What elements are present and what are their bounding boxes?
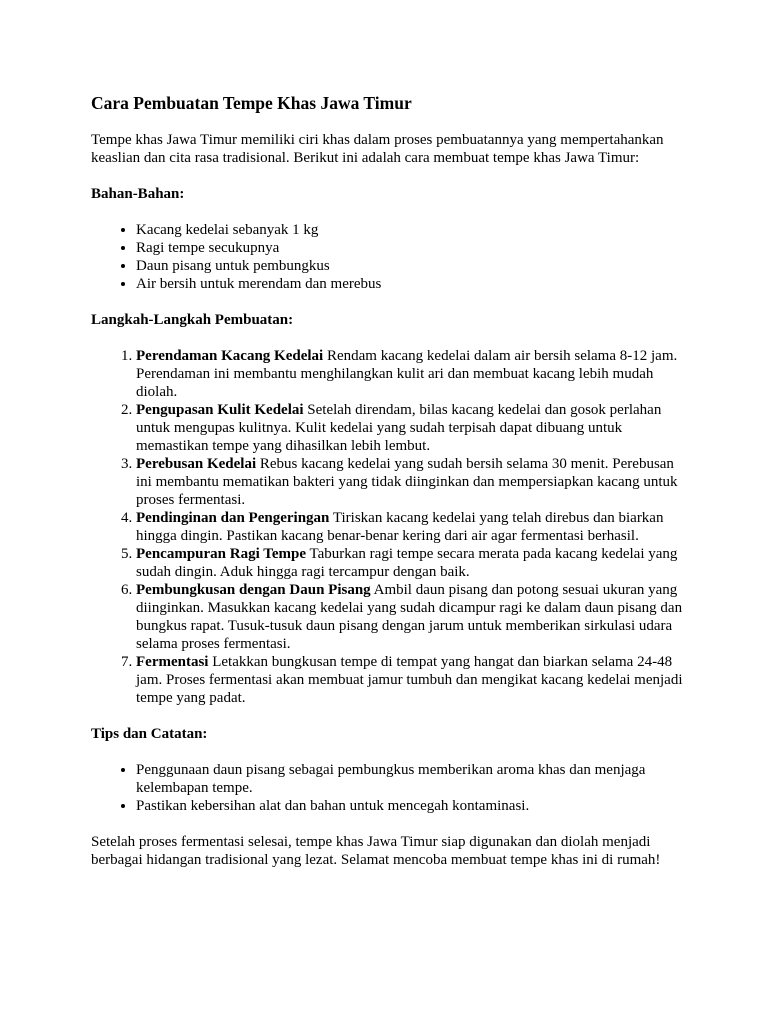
- step-item: [136, 347, 683, 401]
- step-title: Perebusan Kedelai: [136, 456, 257, 472]
- step-text: Setelah direndam, bilas kacang kedelai dan gosok perlahan untuk mengupas kulitnya. Kulit kedelai yang sudah terpisah dapat dibuang untuk memastikan tempe yang dihasilkan lebih lembut.: [136, 402, 662, 454]
- steps-heading: Langkah-Langkah Pembuatan:: [91, 312, 294, 328]
- step-text: Letakkan bungkusan tempe di tempat yang hangat dan biarkan selama 24-48 jam. Proses fermentasi akan membuat jamur tumbuh dan mengikat kacang kedelai menjadi tempe yang padat.: [136, 654, 683, 706]
- step-title: Pengupasan Kulit Kedelai: [136, 402, 304, 418]
- step-title: Pendinginan dan Pengeringan: [136, 510, 330, 526]
- list-item: • Air bersih untuk merendam dan merebus: [136, 275, 683, 293]
- step-item: [136, 455, 683, 509]
- step-item: [136, 581, 683, 653]
- tips-heading: Tips dan Catatan:: [91, 726, 208, 742]
- intro-paragraph: Tempe khas Jawa Timur memiliki ciri khas dalam proses pembuatannya yang mempertahankan keaslian dan cita rasa tradisional. Berikut ini adalah cara membuat tempe khas Jawa Timur:: [91, 132, 664, 166]
- list-item: • Daun pisang untuk pembungkus: [136, 257, 683, 275]
- closing-paragraph: Setelah proses fermentasi selesai, tempe khas Jawa Timur siap digunakan dan diolah menjadi berbagai hidangan tradisional yang lezat. Selamat mencoba membuat tempe khas ini di rumah!: [91, 834, 661, 868]
- list-item: • Pastikan kebersihan alat dan bahan untuk mencegah kontaminasi.: [136, 797, 683, 815]
- ingredients-heading: Bahan-Bahan:: [91, 186, 185, 202]
- step-text: Tiriskan kacang kedelai yang telah direbus dan biarkan hingga dingin. Pastikan kacang benar-benar kering dari air agar fermentasi berhasil.: [136, 510, 664, 544]
- list-item: • Kacang kedelai sebanyak 1 kg: [136, 221, 683, 239]
- list-item: • Ragi tempe secukupnya: [136, 239, 683, 257]
- document-title: Cara Pembuatan Tempe Khas Jawa Timur: [91, 93, 412, 113]
- document-page: [91, 92, 683, 887]
- step-title: Pembungkusan dengan Daun Pisang: [136, 582, 371, 598]
- steps-list: [91, 347, 683, 707]
- step-item: [136, 401, 683, 455]
- step-item: [136, 509, 683, 545]
- step-text: Taburkan ragi tempe secara merata pada kacang kedelai yang sudah dingin. Aduk hingga ragi tercampur dengan baik.: [136, 546, 678, 580]
- step-text: Rendam kacang kedelai dalam air bersih selama 8-12 jam. Perendaman ini membantu menghilangkan kulit ari dan membuat kacang lebih mudah diolah.: [136, 348, 678, 400]
- step-title: Pencampuran Ragi Tempe: [136, 546, 307, 562]
- step-title: Perendaman Kacang Kedelai: [136, 348, 324, 364]
- step-title: Fermentasi: [136, 654, 209, 670]
- step-text: Ambil daun pisang dan potong sesuai ukuran yang diinginkan. Masukkan kacang kedelai yang sudah dicampur ragi ke dalam daun pisang dan bungkus rapat. Tusuk-tusuk daun pisang dengan jarum untuk memberikan sirkulasi udara selama proses fermentasi.: [136, 582, 683, 652]
- list-item: • Penggunaan daun pisang sebagai pembungkus memberikan aroma khas dan menjaga kelembapan tempe.: [136, 761, 683, 797]
- step-text: Rebus kacang kedelai yang sudah bersih selama 30 menit. Perebusan ini membantu mematikan bakteri yang tidak diinginkan dan mempersiapkan kacang untuk proses fermentasi.: [136, 456, 678, 508]
- tips-list: [91, 761, 683, 815]
- step-item: [136, 653, 683, 707]
- ingredients-list: [91, 221, 683, 293]
- step-item: [136, 545, 683, 581]
